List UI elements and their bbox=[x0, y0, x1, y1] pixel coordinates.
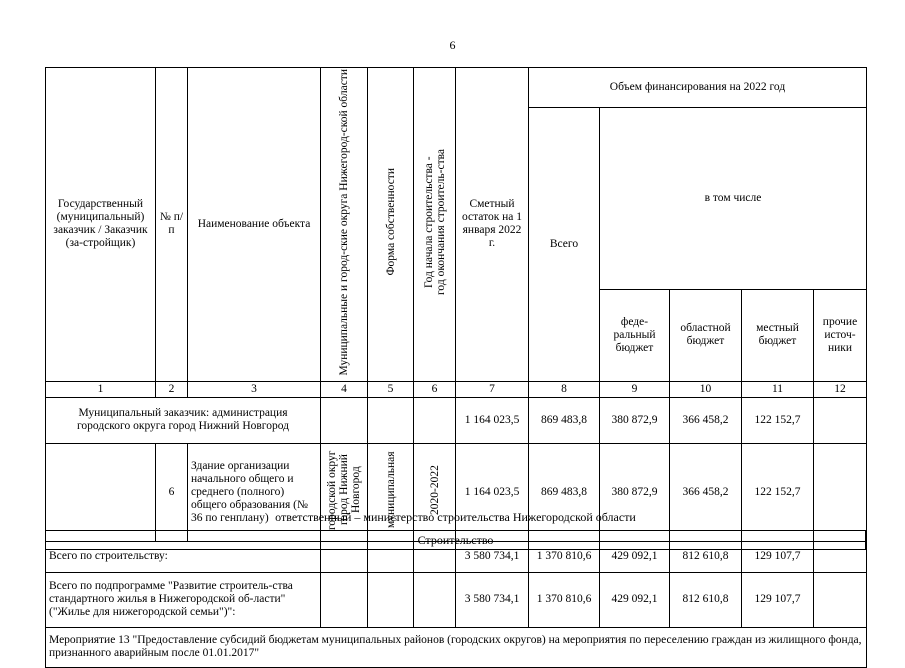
header-including: в том числе bbox=[600, 108, 867, 290]
local-value: 122 152,7 bbox=[742, 397, 814, 443]
col-number: 3 bbox=[188, 381, 321, 397]
col-number: 2 bbox=[156, 381, 188, 397]
regional-value: 366 458,2 bbox=[670, 443, 742, 541]
total-value: 1 370 810,6 bbox=[529, 572, 600, 627]
header-municipal: Муниципальные и город-ские округа Нижегород-ской области bbox=[338, 69, 350, 376]
customer-row bbox=[46, 397, 867, 443]
regional-value: 812 610,8 bbox=[670, 572, 742, 627]
header-local: местный бюджет bbox=[742, 289, 814, 381]
header-num: № п/п bbox=[156, 68, 188, 382]
header-name: Наименование объекта bbox=[188, 68, 321, 382]
federal-value: 429 092,1 bbox=[600, 572, 670, 627]
header-federal: феде-ральный бюджет bbox=[600, 289, 670, 381]
total-value: 869 483,8 bbox=[529, 397, 600, 443]
header-years-cell bbox=[414, 68, 456, 382]
object-years: 2020-2022 bbox=[428, 465, 441, 515]
other-value bbox=[814, 443, 867, 541]
balance-value: 1 164 023,5 bbox=[456, 397, 529, 443]
federal-value: 429 092,1 bbox=[600, 541, 670, 572]
col-number: 1 bbox=[46, 381, 156, 397]
object-municipal: городской округ город Нижний Новгород bbox=[326, 450, 362, 530]
balance-value: 3 580 734,1 bbox=[456, 541, 529, 572]
header-balance: Сметный остаток на 1 января 2022 г. bbox=[456, 68, 529, 382]
col-number: 10 bbox=[670, 381, 742, 397]
object-name: Здание организации начального общего и среднего (полного) общего образования (№ 36 по генплану) bbox=[188, 443, 321, 541]
measure-row bbox=[46, 627, 867, 667]
section-title: Строительство bbox=[45, 530, 866, 550]
page-number: 6 bbox=[449, 38, 456, 52]
object-row bbox=[46, 443, 867, 541]
other-value bbox=[814, 572, 867, 627]
local-value: 122 152,7 bbox=[742, 443, 814, 541]
object-ownership: муниципальная bbox=[384, 451, 397, 529]
col-number: 6 bbox=[414, 381, 456, 397]
header-years: Год начала строительства - год окончания строитель-ства bbox=[422, 149, 447, 296]
total-value: 869 483,8 bbox=[529, 443, 600, 541]
col-number: 11 bbox=[742, 381, 814, 397]
responsible-line: ответственный – министерство строительства Нижегородской области bbox=[275, 510, 636, 524]
col-number: 4 bbox=[321, 381, 368, 397]
col-number: 8 bbox=[529, 381, 600, 397]
federal-value: 380 872,9 bbox=[600, 397, 670, 443]
col-number: 9 bbox=[600, 381, 670, 397]
object-num: 6 bbox=[156, 443, 188, 541]
header-customer: Государственный (муниципальный) заказчик / Заказчик (за-стройщик) bbox=[46, 68, 156, 382]
customer-label: Муниципальный заказчик: администрация городского округа город Нижний Новгород bbox=[46, 397, 321, 443]
header-ownership-cell bbox=[368, 68, 414, 382]
header-ownership: Форма собственности bbox=[384, 168, 397, 277]
other-value bbox=[814, 397, 867, 443]
subprogram-total-row bbox=[46, 572, 867, 627]
col-number: 5 bbox=[368, 381, 414, 397]
header-financing: Объем финансирования на 2022 год bbox=[529, 68, 867, 108]
financing-table bbox=[45, 67, 867, 668]
construction-total-label: Всего по строительству: bbox=[46, 541, 321, 572]
federal-value: 380 872,9 bbox=[600, 443, 670, 541]
subprogram-total-label: Всего по подпрограмме "Развитие строитель-ства стандартного жилья в Нижегородской об-ласти" ("Жилье для нижегородской семьи")": bbox=[46, 572, 321, 627]
header-regional: областной бюджет bbox=[670, 289, 742, 381]
local-value: 129 107,7 bbox=[742, 572, 814, 627]
total-value: 1 370 810,6 bbox=[529, 541, 600, 572]
regional-value: 812 610,8 bbox=[670, 541, 742, 572]
local-value: 129 107,7 bbox=[742, 541, 814, 572]
header-total: Всего bbox=[529, 108, 600, 382]
balance-value: 1 164 023,5 bbox=[456, 443, 529, 541]
col-number: 12 bbox=[814, 381, 867, 397]
balance-value: 3 580 734,1 bbox=[456, 572, 529, 627]
header-other: прочие источ-ники bbox=[814, 289, 867, 381]
col-number: 7 bbox=[456, 381, 529, 397]
regional-value: 366 458,2 bbox=[670, 397, 742, 443]
header-municipal-cell bbox=[321, 68, 368, 382]
measure-text: Мероприятие 13 "Предоставление субсидий бюджетам муниципальных районов (городских округов) на мероприятия по переселению граждан из жилищного фонда, признанного аварийным после 01.01.2017" bbox=[46, 627, 867, 667]
